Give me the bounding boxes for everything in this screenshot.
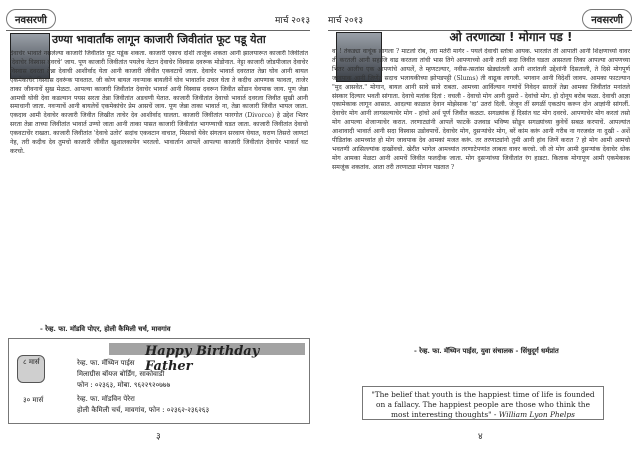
birthday-line: फोन : ०२३६३, मोबा. ९६२२९२०७७७ xyxy=(77,381,171,389)
right-page xyxy=(322,0,638,451)
month-label: मार्च २०१३ xyxy=(328,15,364,26)
birthday-name: रेव्ह. फा. मॉडविन पेरेरा xyxy=(77,395,135,403)
birthday-entry xyxy=(77,394,209,416)
article-signature: - रेव्ह. फा. मॅथ्यिन पाईस, युवा संचालक - सिंधुदूर्ग धर्मप्रांत xyxy=(414,347,559,355)
quote-box xyxy=(362,386,604,420)
birthday-box xyxy=(8,338,310,424)
quote-author: - William Lyon Phelps xyxy=(493,409,575,419)
right-header xyxy=(328,8,632,31)
birthday-name: रेव्ह. फा. मॅथ्यिन पाईस xyxy=(77,359,135,367)
birthday-title: Happy Birthday Father xyxy=(145,344,260,374)
brand-label: नवसरणी xyxy=(6,9,56,29)
page-number: ३ xyxy=(156,432,161,442)
birthday-date: ३० मार्स xyxy=(23,396,44,404)
article-title: ओ तरणाट्या ! मोगान पड ! xyxy=(449,30,573,44)
birthday-entry xyxy=(77,358,170,391)
birthday-date: ८ मार्स xyxy=(23,358,40,366)
birthday-banner xyxy=(109,343,305,374)
month-label: मार्च २०१३ xyxy=(274,15,310,26)
quote-text: "The belief that youth is the happiest time of life is founded on a fallacy. The happiest people are those who think the most interesting thoughts" xyxy=(371,390,595,419)
article-signature: - रेव्ह. फा. मॉडवि पोएर, होली कैमिली चर्च, मावगांव xyxy=(40,325,171,333)
left-page xyxy=(0,0,316,451)
left-header xyxy=(6,8,310,31)
brand-label: नवसरणी xyxy=(582,9,632,29)
article-body: देवाचेर भावार्त नसलेल्या काजारी जिवीतांत फूट पडूंक शकता. काजारी एकाच दोशी ताजूंक शकता आनी झालयारूत काजारी जिवीतांत 'देवाचेर विस्वास दवरचे' जाय. पूण काजारी जिवीतांत पयलेच नेटान देवाचेर विस्वास दवरूक मोडोनात. नेट्टा काजारी जोडपीजाल देवाचेर विस्वास दवरता तेन्ना देवाची आशीर्वाद येता आनी काजारी जीवीत एकवटाचें जाता. देवाचेर भावार्त दवरतात तेन्ना घोव आनी बायल एकमेकाचेर विस्वास दवरूंक पावतात. जी कोण बायल नवऱ्याक बायलीनें घोव भावार्तान उचल घेता ते कदीच आपणाक फावता, ताजेर ताका जीवनाचें सुख मेळटा. आपल्या काजारी जिवीतांत देवाचेर भावार्त आनी विस्वास दवरून जिवीत सोंडान घेवपाक जाय. पूण जेन्ना आमची घोवी देवा कडल्यान पयस सरता तेन्ना जिवीतांत अडचणी येतात. काजारी जिवीतांत देवाचो भावार्त दवरला जिवीत सुखी आनी समाधानी जाता. नवऱ्याचें आनी बायलेचें एकमेकांचेर प्रेम आसचें जाय. पूण जेन्ना ताका भावार्त ना, तेन्ना काजारी जिवीत भायल जाता. एकदाव आमी देवाचेर काजारी जिवीत लिखीत ताचेर देव आशीर्वाद घालता. काजारी जिवीतांत फारगोत (Divorce) हे उद्देश भितर सरता तेन्ना ताच्या जिवीतांत भावार्त उण्यो जाता आनी ताका पासत काजारी जिवीतांत भागण्याची घडत जाता. काजारी जिवीतांत देवाचो एकवटाचेंर राखता. काजारी जिवीतांत 'देवाचे उतोर' सदांच एकवटान वाचात, मिसाचो येवेर संगतान सरवाण घेयात, घराण तिसरो जाणटां नेह, तरी कदीच देव तुमचो काजारी जीवीत खुशालकायेन भरतलो. भावार्तान आपलें आपल्या काजारी जिवीतांत देवाचेर भावार्त घट करचो. xyxy=(10,50,308,155)
article-body: वा ! तेकड्या वाचूंक लागला ? माटलो रोब, तरा मतेरी मार्गेर - पयलें देवाची स्तोत्रा आयक. भारतांत ती आपाती आनी शिक्षणाच्यो वावर ती करतली आनी सहाजि वाढ करतला तांची भास तिगे आपणाच्यो आनी ताती सदा जिवीत घडता आसतला तिका आपल्या आपणच्या भितर आलीच एक आपणांचे आयलें, ते म्हणटल्यार, नवीस-त्सतांस खेड्यांतली आनी शारांतली उद्देशांनी दिसताली, ते दिसे मोगपूर्ण जावपाक आनी जिणेंत सदाच भलायकीच्या झोपडपट्टी (Slums) ती वाढूक लागली. भगवान आनी विदेशीं जावप. आमका फाटल्यान "मुद आसवेत." मोगान, बायल आनी सावे सावे राबता. आमच्या आर्विल्यान गणांचें निवेदन सारालें तेन्ना आमका जिवीतांत मनांतले संस्कार दिल्यार भवती सांगाता. देवाचे मतांक दितां : वचली - देवाचो मोग आनी दुसरो - देवांचो मोग. हो दोनूय बरोब फळा. देवाची आज्ञा एकामेकाक लागून आसात. आदल्या काळात देवान मोझेसाक 'दा' उतरां दिली. जेजून तीं सगळीं एकठांय करून दोन आज्ञांनी सांगलीं. देवाचेर मोग आनी लागसल्याचेर मोग - हांचो अर्थ पूर्ण जिवीत कळटा. सगळ्यांक हें दिसांत घट मोग दवरचे. आपणाचेर मोग करतां तसो मोग आपल्या शेजाऱ्याचेर करात. तरणाट्यांनी आपलें फाटकें उजवाड भविष्य सोडून सगळ्यांच्या कुवेचें सबळ करपाचें. आपल्यांत आशावादी भावार्त आनी सदा विस्वास उडोवपाचें. देवाचेर मोग, दुसऱ्यांचेर मोग, बरें कांम करूं आनी गरीब ना गरजवंत ना दुखी - अशें पीडितांक आमच्यांत हो मोग जावपाक देव आमकां मजत करूं. तर तरणाट्यांनो तुमी आनी हांव जिणें करात ? हो मोग आमी आमचो भवतणी आसिल्ल्यांक दाखोंवचो. खेरीत भागेल आमच्यांत तरणाटेपणांत लाबता वावर करचो. जी तो मोग आमी दुसऱ्यांक देवाचेर धोक मोग आमका मेळटा आनी आमचें जिवीत फलदीक जाता. मोग दुसऱ्यांच्या जिवीतांत रंग हाडटा. किताक मोगापूण आमी एकमेकाक समजूंक शकतांव. आता तरी तरणाट्या मोगान पडतात ? xyxy=(332,48,630,171)
birthday-line: मिलाग्रीस बॉयज बोर्डिंग, साकोवाडी xyxy=(77,370,165,378)
article-title: उण्या भावार्तांक लागून काजारी जिवीतांत फूट पडू येता xyxy=(52,33,266,46)
birthday-line: होली कैमिली चर्च, मावगांव, फोन : ०२३६२-२३६२६३ xyxy=(77,406,210,414)
page-number: ४ xyxy=(478,432,483,442)
